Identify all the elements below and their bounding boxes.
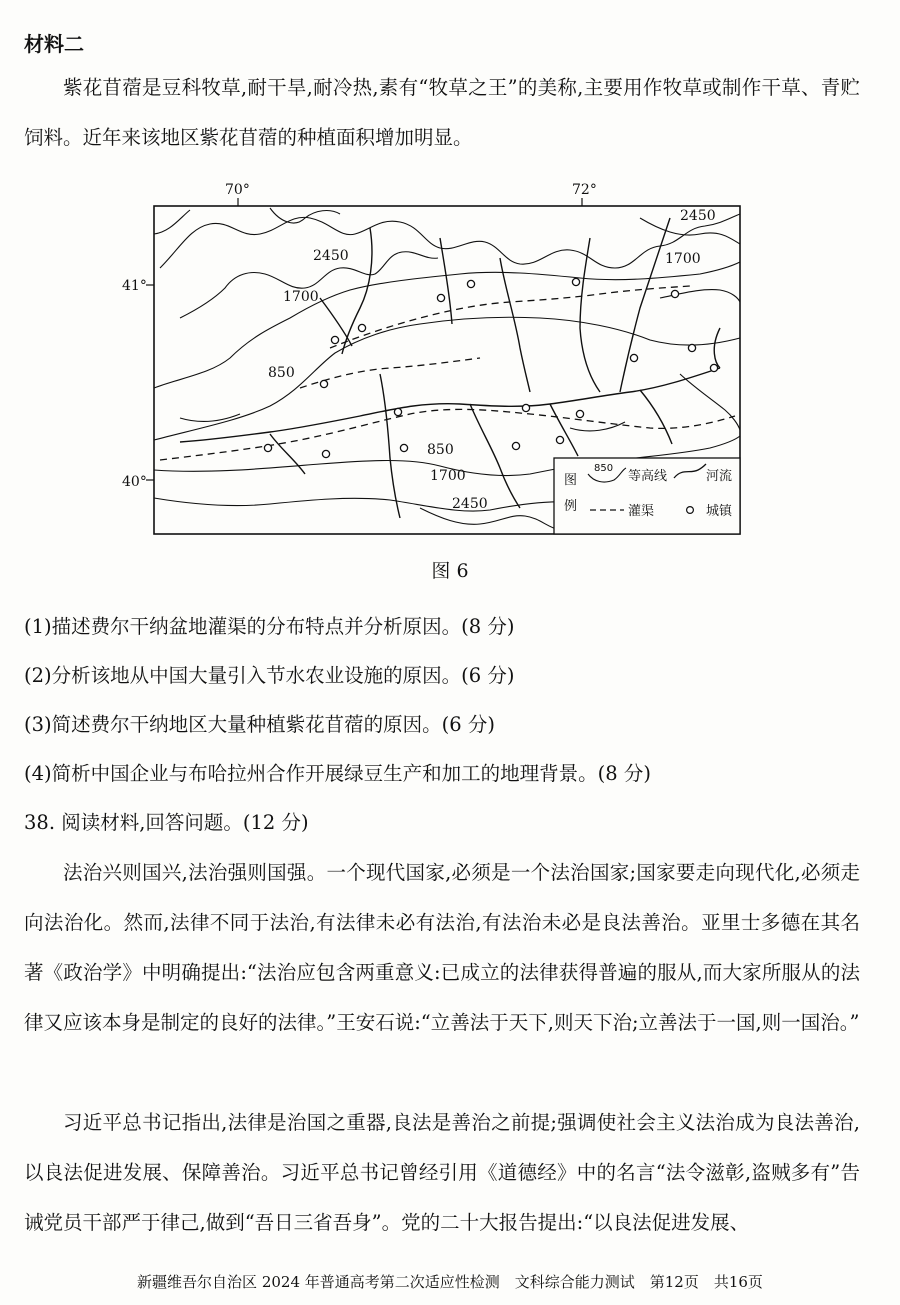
q38-paragraph-1: 法治兴则国兴,法治强则国强。一个现代国家,必须是一个法治国家;国家要走向现代化,必须走向法治化。然而,法律不同于法治,有法律未必有法治,有法治未必是良法善治。亚里士多德在其名著《政治学》中明确提出:“法治应包含两重意义:已成立的法律获得普遍的服从,而大家所服从的法律又应该本身是制定的良好的法律。”王安石说:“立善法于天下,则天下治;立善法于一国,则一国治。” [24, 861, 860, 1034]
figure-caption: 图 6 [431, 560, 469, 582]
legend-canal: 灌渠 [628, 504, 655, 519]
lat-label-41: 41° [122, 278, 147, 294]
contour-label: 1700 [283, 289, 319, 305]
lon-label-72: 72° [572, 182, 597, 198]
question-3: (3)简述费尔干纳地区大量种植紫花苜蓿的原因。(6 分) [24, 713, 495, 736]
q38-paragraph-2: 习近平总书记指出,法律是治国之重器,良法是善治之前提;强调使社会主义法治成为良法善治,以良法促进发展、保障善治。习近平总书记曾经引用《道德经》中的名言“法令滋彰,盗贼多有”告诫党员干部严于律己,做到“吾日三省吾身”。党的二十大报告提出:“以良法促进发展、 [24, 1111, 860, 1234]
legend-town: 城镇 [706, 504, 733, 519]
lat-label-40: 40° [122, 474, 147, 490]
section-heading: 材料二 [24, 32, 84, 56]
town-markers [264, 278, 717, 457]
contour-label: 2450 [452, 496, 488, 512]
contour-label: 2450 [313, 248, 349, 264]
contour-label: 1700 [430, 468, 466, 484]
fergana-map-figure [120, 178, 760, 540]
question-1: (1)描述费尔干纳盆地灌渠的分布特点并分析原因。(8 分) [24, 615, 515, 638]
legend-river: 河流 [706, 469, 733, 484]
contour-label: 850 [427, 442, 454, 458]
question-38-heading: 38. 阅读材料,回答问题。(12 分) [24, 811, 309, 834]
question-2: (2)分析该地从中国大量引入节水农业设施的原因。(6 分) [24, 664, 515, 687]
legend-contour-sample: 850 [594, 463, 614, 474]
contour-label: 850 [268, 365, 295, 381]
contour-label: 2450 [680, 208, 716, 224]
legend-contour: 等高线 [628, 469, 668, 484]
contour-label: 1700 [665, 251, 701, 267]
page-footer: 新疆维吾尔自治区 2024 年普通高考第二次适应性检测 文科综合能力测试 第12页 共16页 [137, 1273, 763, 1291]
material2-paragraph: 紫花苜蓿是豆科牧草,耐干旱,耐冷热,素有“牧草之王”的美称,主要用作牧草或制作干草、青贮饲料。近年来该地区紫花苜蓿的种植面积增加明显。 [24, 76, 860, 149]
question-4: (4)简析中国企业与布哈拉州合作开展绿豆生产和加工的地理背景。(8 分) [24, 762, 651, 785]
legend-title-1: 图 [564, 473, 578, 488]
legend-title-2: 例 [564, 499, 578, 514]
fergana-map [120, 178, 760, 540]
map-legend [554, 458, 740, 534]
canal-lines [160, 286, 735, 460]
lon-label-70: 70° [225, 182, 250, 198]
